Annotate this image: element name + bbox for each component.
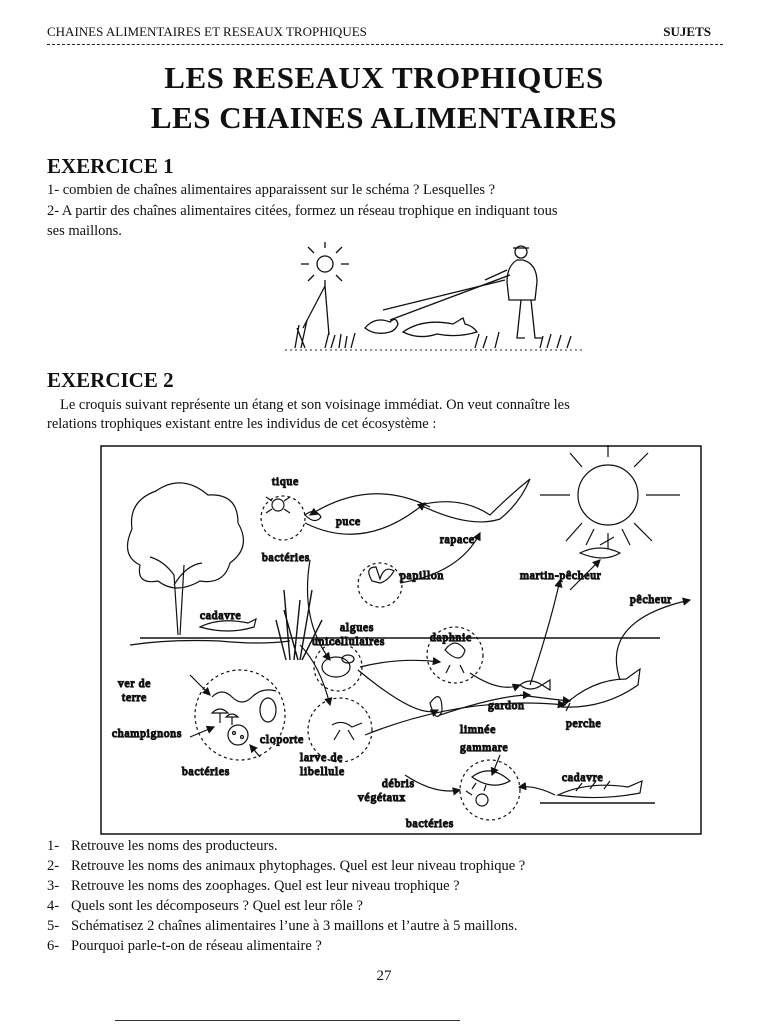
arrow-cadavre-right xyxy=(519,787,555,795)
arrow-perche-to-pecheur xyxy=(616,600,690,680)
larve-libellule-icon xyxy=(332,722,362,740)
champignons-icon xyxy=(212,709,238,725)
sun-icon xyxy=(540,445,680,549)
label-tique: tique xyxy=(272,476,299,488)
gunshot-line-2 xyxy=(383,280,505,310)
page-title-line-1: LES RESEAUX TROPHIQUES xyxy=(164,60,604,95)
label-cadavre-left: cadavre xyxy=(200,610,242,622)
pond-ecosystem-diagram xyxy=(100,445,702,835)
ver-de-terre-icon xyxy=(212,690,276,702)
papillon-circle xyxy=(358,563,402,607)
label-champignons: champignons xyxy=(112,728,183,740)
arrow-rapace-to-parasites xyxy=(310,494,430,515)
daphnie-icon xyxy=(445,643,465,673)
label-pecheur: pêcheur xyxy=(630,594,672,606)
reeds-icon xyxy=(276,590,322,660)
fox-icon xyxy=(403,318,477,337)
arrow-champignons xyxy=(190,727,214,737)
label-limnee: limnée xyxy=(460,724,497,736)
exercise-2-intro-line-1: Le croquis suivant représente un étang et son voisinage immédiat. On veut connaître les xyxy=(60,397,570,413)
exercise-2-intro-line-2: relations trophiques existant entre les individus de cet écosystème : xyxy=(47,416,437,432)
tique-icon xyxy=(266,497,290,513)
exercise-1-question-2: 2- A partir des chaînes alimentaires citées, formez un réseau trophique en indiquant tous xyxy=(47,203,558,219)
rabbit-icon xyxy=(365,319,398,333)
algues-icon xyxy=(322,655,354,677)
arrow-algues-to-limnee xyxy=(358,670,438,712)
label-ver-1: ver de xyxy=(118,678,152,690)
gunshot-line-1 xyxy=(390,275,510,320)
label-bacteries-left: bactéries xyxy=(182,766,231,778)
page-number: 27 xyxy=(376,968,392,984)
rapace-icon xyxy=(420,479,530,522)
label-larve-1: larve de xyxy=(300,752,344,764)
label-debris-1: débris xyxy=(382,778,415,790)
running-header-title: CHAINES ALIMENTAIRES ET RESEAUX TROPHIQUES xyxy=(47,24,367,39)
label-cloporte: cloporte xyxy=(260,734,305,746)
arrow-gardon-to-perche xyxy=(520,695,570,701)
cloporte-icon xyxy=(260,698,276,722)
label-martin-pecheur: martin-pêcheur xyxy=(520,570,602,582)
arrow-bacteries xyxy=(250,745,260,757)
label-puce: puce xyxy=(336,516,361,528)
label-gammare: gammare xyxy=(460,742,509,754)
arrow-daphnie-to-gardon xyxy=(470,673,520,687)
exercise-1-question-1: 1- combien de chaînes alimentaires apparaissent sur le schéma ? Lesquelles ? xyxy=(47,182,496,198)
question-3: 3- Retrouve les noms des zoophages. Quel est leur niveau trophique ? xyxy=(47,878,460,894)
gardon-icon xyxy=(520,680,550,690)
arrow-gardon-to-martin-pecheur xyxy=(530,580,560,685)
label-debris-2: végétaux xyxy=(358,792,406,804)
label-bacteries-bottom: bactéries xyxy=(406,818,455,830)
hunter-food-chain-figure xyxy=(285,240,585,365)
question-5: 5- Schématisez 2 chaînes alimentaires l’une à 3 maillons et l’autre à 5 maillons. xyxy=(47,918,518,934)
header-divider xyxy=(47,44,723,45)
label-papillon: papillon xyxy=(400,570,445,582)
papillon-icon xyxy=(369,567,394,583)
label-algues-2: unicellulaires xyxy=(312,636,386,648)
label-rapace: rapace xyxy=(440,534,475,546)
label-ver-2: terre xyxy=(122,692,148,704)
gammare-circle xyxy=(460,760,520,820)
label-perche: perche xyxy=(566,718,602,730)
page-title-line-2: LES CHAINES ALIMENTAIRES xyxy=(150,100,618,135)
footer-rule xyxy=(115,1020,460,1021)
soil-decomposers-circle xyxy=(195,670,285,760)
label-bacteries-top: bactéries xyxy=(262,552,311,564)
question-4: 4- Quels sont les décomposeurs ? Quel est leur rôle ? xyxy=(47,898,363,914)
gammare-icon xyxy=(472,771,510,791)
question-2: 2- Retrouve les noms des animaux phytophages. Quel est leur niveau trophique ? xyxy=(47,858,526,874)
question-6: 6- Pourquoi parle-t-on de réseau alimentaire ? xyxy=(47,938,322,954)
sun-icon xyxy=(301,242,349,286)
hunter-icon xyxy=(485,246,543,338)
exercise-1-question-2-cont: ses maillons. xyxy=(47,223,122,239)
perche-icon xyxy=(562,669,640,711)
grass-icon xyxy=(295,320,571,348)
label-algues-1: algues xyxy=(340,622,375,634)
label-cadavre-right: cadavre xyxy=(562,772,604,784)
exercise-2-heading: EXERCICE 2 xyxy=(47,368,174,392)
label-daphnie: daphnie xyxy=(430,632,473,644)
sun-ray-to-plant xyxy=(325,286,329,335)
running-header-section: SUJETS xyxy=(663,24,711,39)
debris-vegetaux-icon xyxy=(466,791,488,806)
algues-circle xyxy=(314,643,362,691)
bacteries-icon xyxy=(228,725,248,745)
question-1: 1- Retrouve les noms des producteurs. xyxy=(47,838,278,854)
martin-pecheur-icon xyxy=(580,537,620,558)
running-header xyxy=(47,24,711,42)
ground-line xyxy=(130,641,290,646)
label-gardon: gardon xyxy=(488,700,525,712)
label-larve-2: libellule xyxy=(300,766,345,778)
exercise-1-heading: EXERCICE 1 xyxy=(47,154,174,178)
